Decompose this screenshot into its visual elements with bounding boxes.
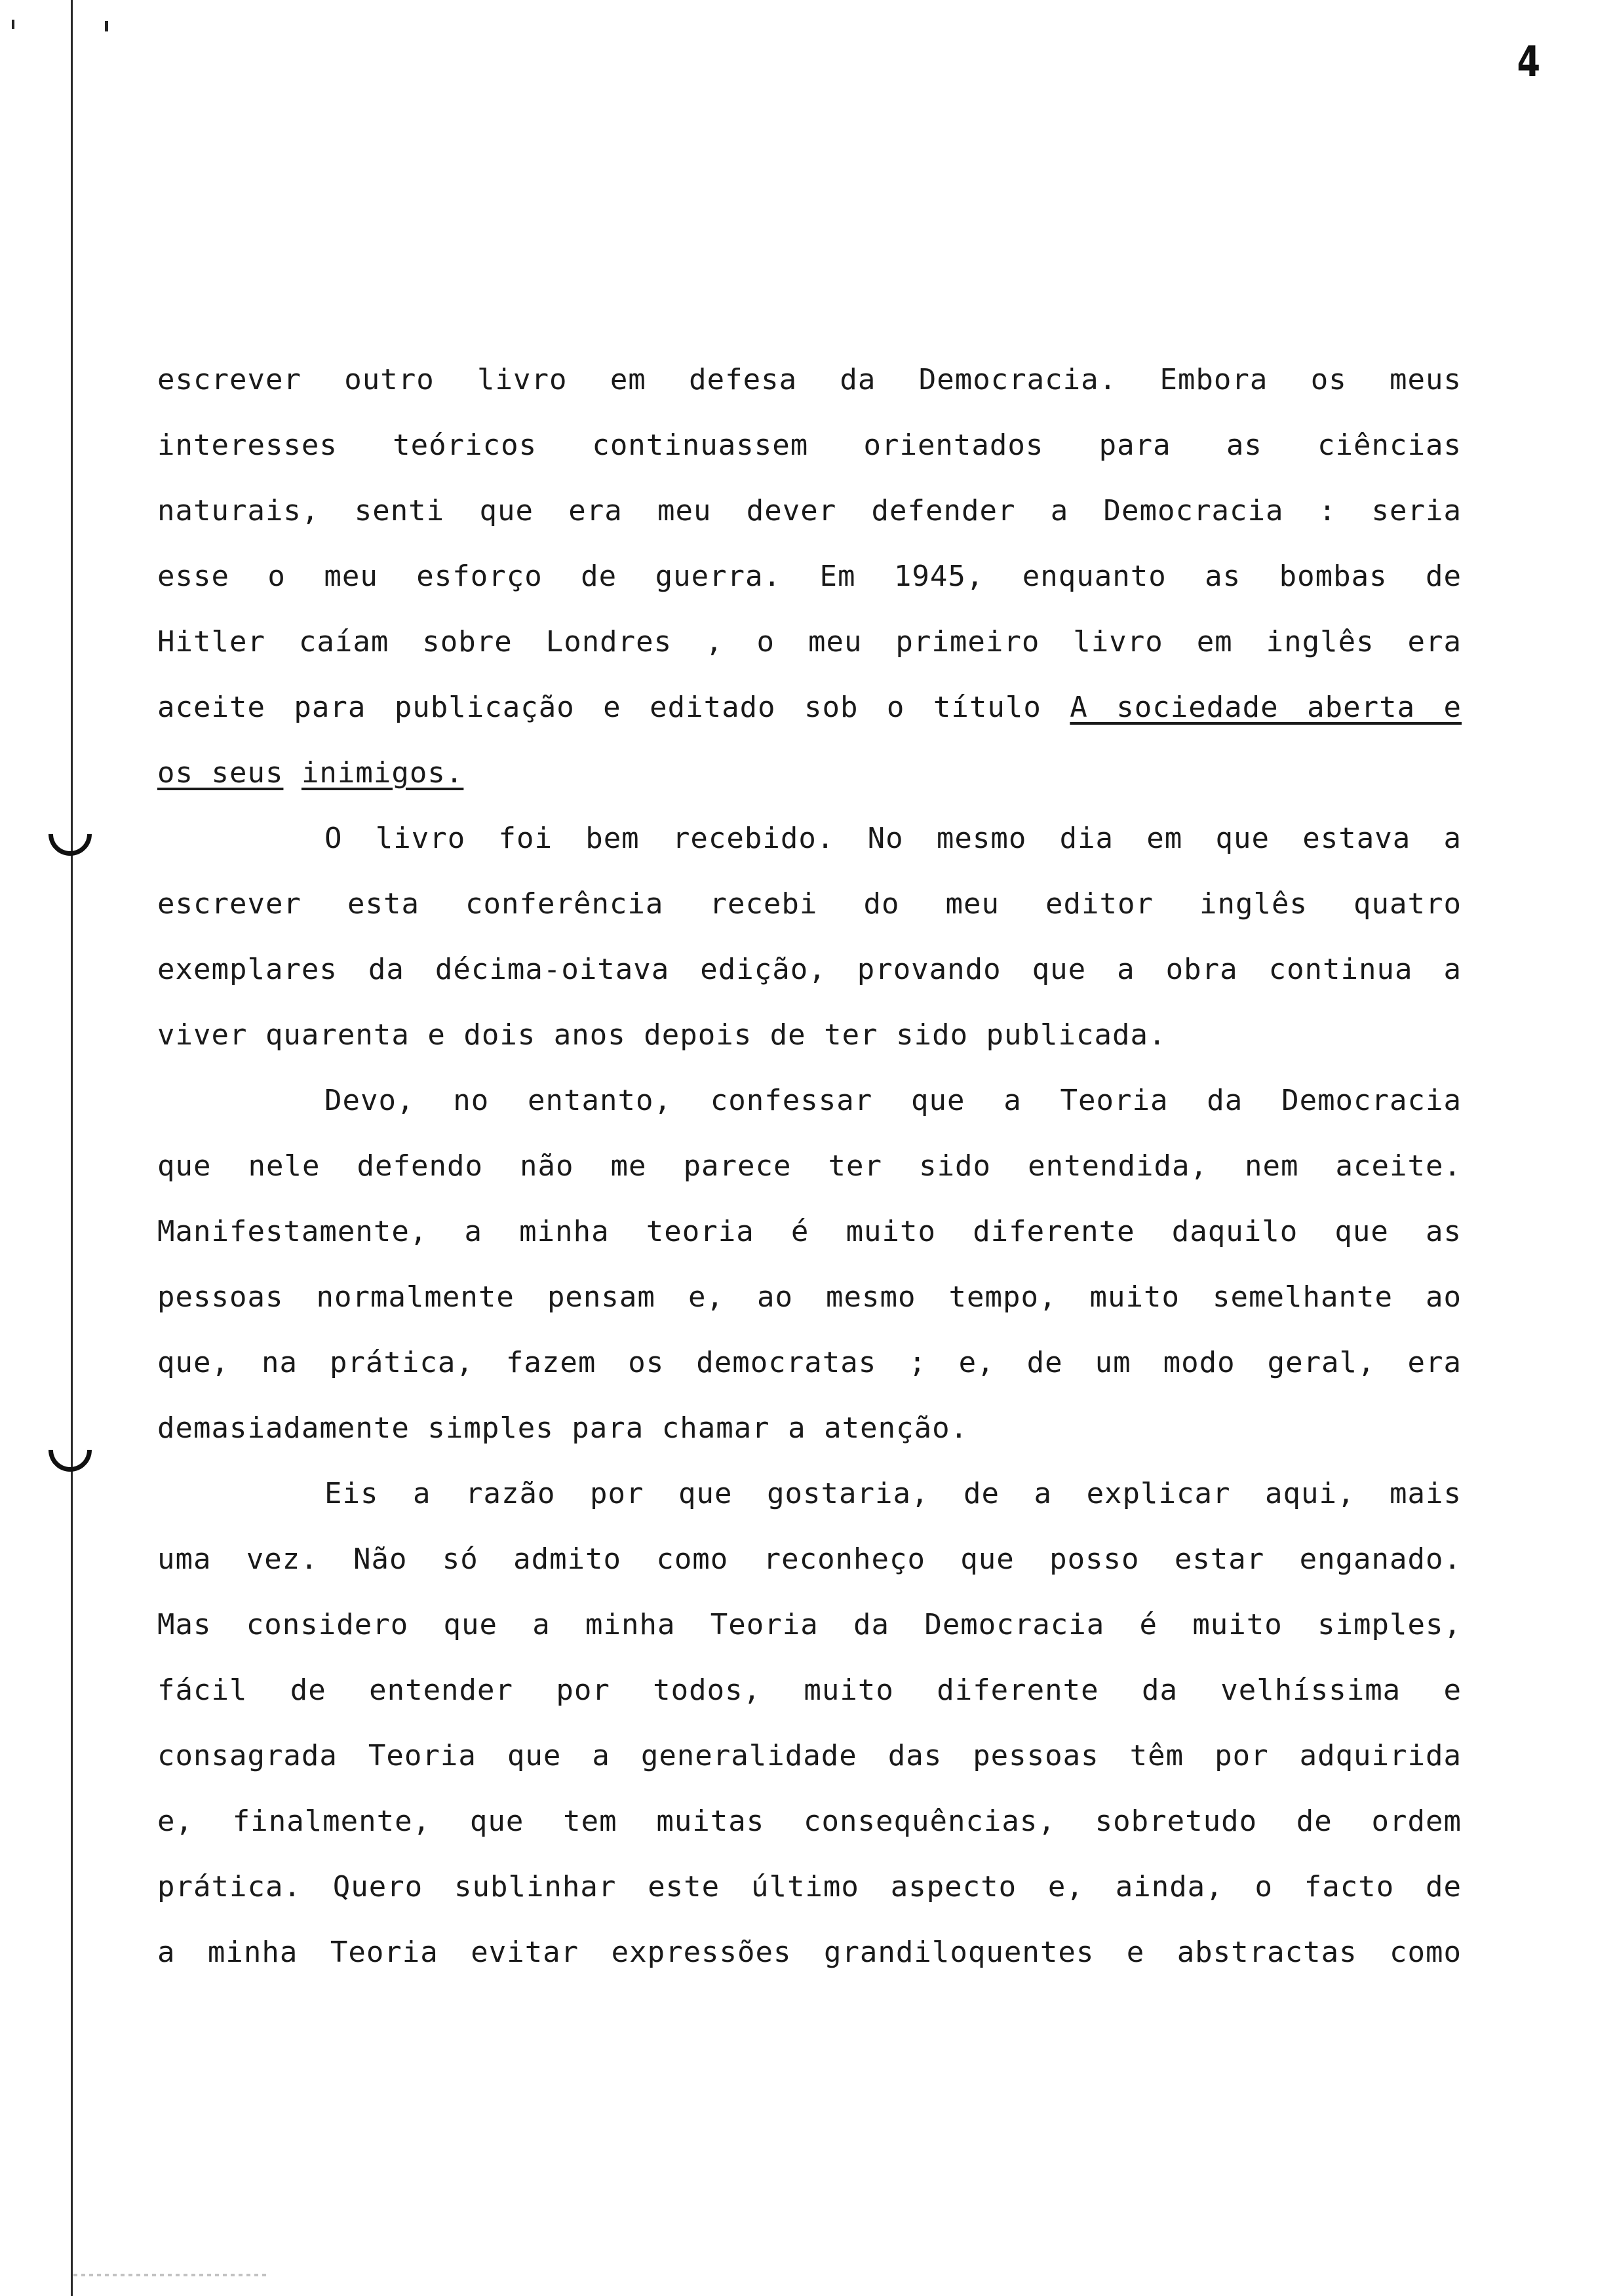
text-line: a minha Teoria evitar expressões grandiloquentes e abstractas como <box>157 1936 1462 1969</box>
document-text <box>157 347 1468 1985</box>
page-number: 4 <box>1517 38 1541 86</box>
text-line: esse o meu esforço de guerra. Em 1945, enquanto as bombas de <box>157 560 1462 593</box>
text-line: uma vez. Não só admito como reconheço que posso estar enganado. <box>157 1542 1462 1576</box>
text-line <box>157 675 1462 740</box>
text-line: fácil de entender por todos, muito diferente da velhíssima e <box>157 1674 1462 1707</box>
text-line: Eis a razão por que gostaria, de a explicar aqui, mais <box>324 1477 1462 1510</box>
text-line: consagrada Teoria que a generalidade das pessoas têm por adquirida <box>157 1739 1462 1772</box>
text-line: escrever esta conferência recebi do meu editor inglês quatro <box>157 887 1462 921</box>
text-line: Devo, no entanto, confessar que a Teoria da Democracia <box>324 1084 1462 1117</box>
book-title: inimigos. <box>301 756 464 790</box>
text-line: interesses teóricos continuassem orientados para as ciências <box>157 429 1462 462</box>
text-line: Mas considero que a minha Teoria da Democracia é muito simples, <box>157 1608 1462 1641</box>
text-line: que nele defendo não me parece ter sido entendida, nem aceite. <box>157 1149 1462 1183</box>
punch-hole-icon <box>39 1419 100 1480</box>
book-title: A sociedade aberta e <box>1070 691 1462 724</box>
punch-hole-icon <box>39 803 100 864</box>
text-fragment: aceite para publicação e editado sob o título <box>157 691 1041 724</box>
text-line: que, na prática, fazem os democratas ; e, de um modo geral, era <box>157 1346 1462 1379</box>
text-line: naturais, senti que era meu dever defender a Democracia : seria <box>157 494 1462 527</box>
book-title: os seus <box>157 756 284 790</box>
text-line: Manifestamente, a minha teoria é muito diferente daquilo que as <box>157 1215 1462 1248</box>
text-line <box>157 740 1462 806</box>
binding-line <box>71 0 73 2296</box>
text-line: Hitler caíam sobre Londres , o meu primeiro livro em inglês era <box>157 625 1462 659</box>
text-line: demasiadamente simples para chamar a atenção. <box>157 1411 969 1445</box>
text-line: O livro foi bem recebido. No mesmo dia em que estava a <box>324 822 1462 855</box>
text-line: prática. Quero sublinhar este último aspecto e, ainda, o facto de <box>157 1870 1462 1904</box>
text-line: exemplares da décima-oitava edição, provando que a obra continua a <box>157 953 1462 986</box>
margin-mark <box>12 20 14 29</box>
text-line: escrever outro livro em defesa da Democracia. Embora os meus <box>157 363 1462 396</box>
text-line: viver quarenta e dois anos depois de ter sido publicada. <box>157 1018 1167 1052</box>
scan-artifact <box>73 2274 270 2276</box>
text-line: pessoas normalmente pensam e, ao mesmo tempo, muito semelhante ao <box>157 1280 1462 1314</box>
margin-mark <box>105 21 108 31</box>
text-line: e, finalmente, que tem muitas consequências, sobretudo de ordem <box>157 1805 1462 1838</box>
